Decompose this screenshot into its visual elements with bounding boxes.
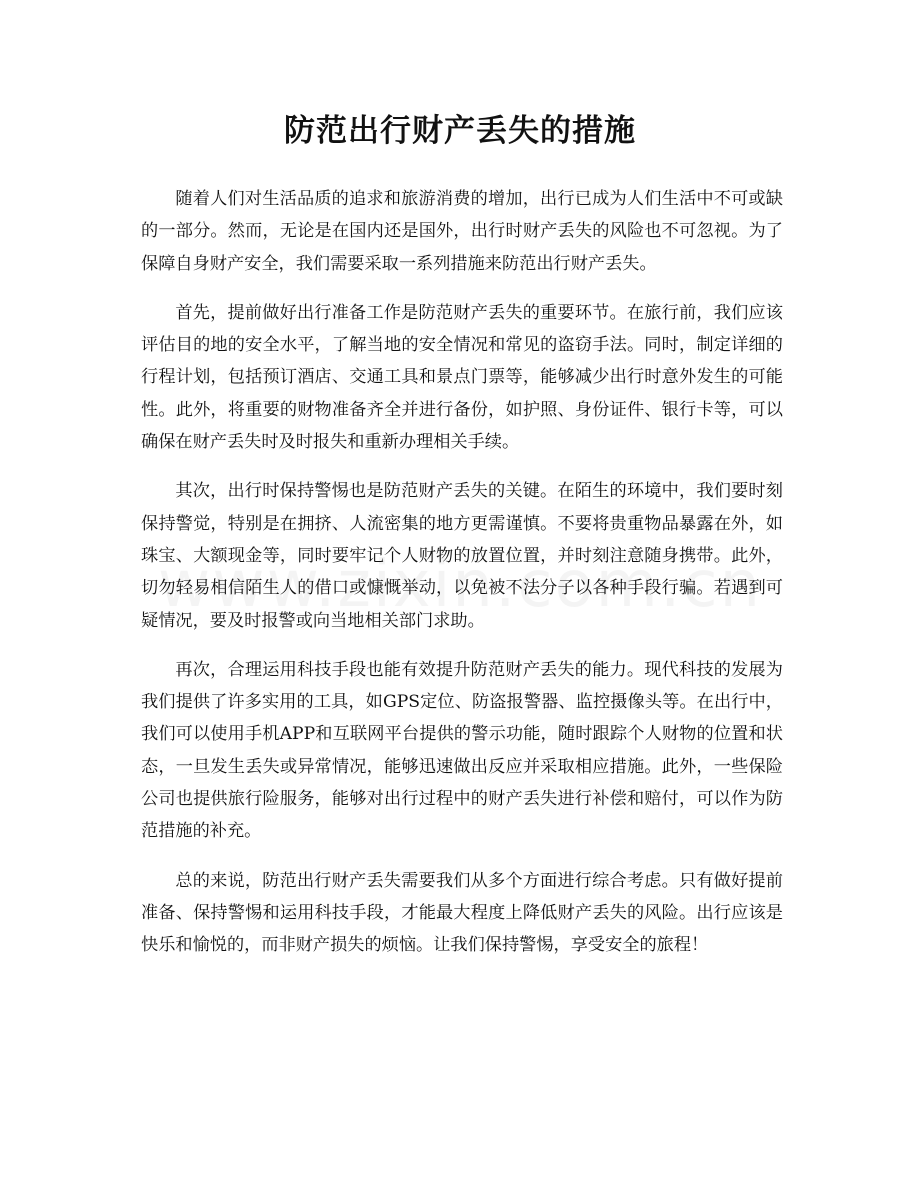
document-body (141, 183, 783, 979)
paragraph-4: 再次，合理运用科技手段也能有效提升防范财产丢失的能力。现代科技的发展为我们提供了许多实用的工具，如GPS定位、防盗报警器、监控摄像头等。在出行中，我们可以使用手机APP和互联网平台提供的警示功能，随时跟踪个人财物的位置和状态，一旦发生丢失或异常情况，能够迅速做出反应并采取相应措施。此外，一些保险公司也提供旅行险服务，能够对出行过程中的财产丢失进行补偿和赔付，可以作为防范措施的补充。 (141, 659, 783, 842)
paragraph-3: 其次，出行时保持警惕也是防范财产丢失的关键。在陌生的环境中，我们要时刻保持警觉，特别是在拥挤、人流密集的地方更需谨慎。不要将贵重物品暴露在外，如珠宝、大额现金等，同时要牢记个人财物的放置位置，并时刻注意随身携带。此外，切勿轻易相信陌生人的借口或慷慨举动，以免被不法分子以各种手段行骗。若遇到可疑情况，要及时报警或向当地相关部门求助。 (141, 481, 783, 631)
paragraph-2: 首先，提前做好出行准备工作是防范财产丢失的重要环节。在旅行前，我们应该评估目的地的安全水平，了解当地的安全情况和常见的盗窃手法。同时，制定详细的行程计划，包括预订酒店、交通工具和景点门票等，能够减少出行时意外发生的可能性。此外，将重要的财物准备齐全并进行备份，如护照、身份证件、银行卡等，可以确保在财产丢失时及时报失和重新办理相关手续。 (141, 302, 783, 453)
paragraph-1: 随着人们对生活品质的追求和旅游消费的增加，出行已成为人们生活中不可或缺的一部分。然而，无论是在国内还是国外，出行时财产丢失的风险也不可忽视。为了保障自身财产安全，我们需要采取一系列措施来防范出行财产丢失。 (141, 189, 783, 274)
paragraph-5: 总的来说，防范出行财产丢失需要我们从多个方面进行综合考虑。只有做好提前准备、保持警惕和运用科技手段，才能最大程度上降低财产丢失的风险。出行应该是快乐和愉悦的，而非财产损失的烦恼。让我们保持警惕，享受安全的旅程！ (141, 870, 783, 956)
document-title: 防范出行财产丢失的措施 (284, 113, 636, 149)
